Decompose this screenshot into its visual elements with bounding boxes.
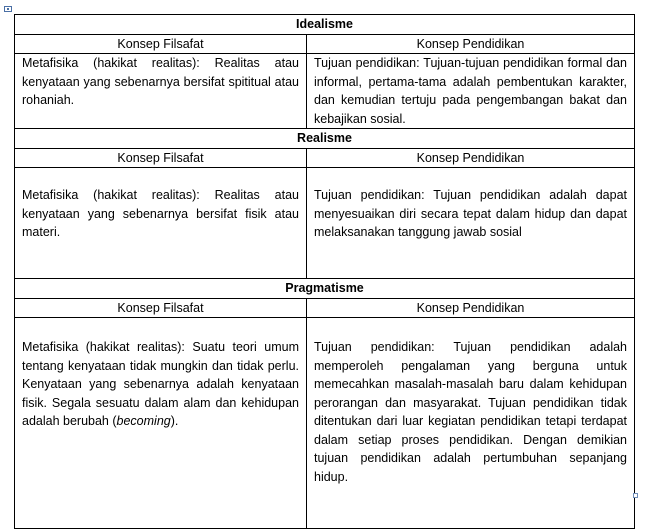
column-header-filsafat: Konsep Filsafat [15, 34, 307, 54]
column-header-row [15, 298, 635, 318]
filsafat-cell-idealisme: Metafisika (hakikat realitas): Realitas atau kenyataan yang sebenarnya bersifat spititual atau rohaniah. [15, 54, 307, 129]
section-header-row [15, 15, 635, 35]
column-header-pendidikan: Konsep Pendidikan [307, 34, 635, 54]
filsafat-italic-term: becoming [116, 414, 171, 428]
table-move-handle-icon[interactable] [4, 6, 12, 12]
table-row [15, 318, 635, 529]
section-title-realisme: Realisme [15, 129, 635, 149]
table-row [15, 54, 635, 129]
column-header-filsafat: Konsep Filsafat [15, 148, 307, 168]
column-header-row [15, 148, 635, 168]
table-row [15, 168, 635, 279]
pendidikan-cell-realisme: Tujuan pendidikan: Tujuan pendidikan adalah dapat menyesuaikan diri secara tepat dalam hidup dan dapat melaksanakan tanggung jawab sosial [307, 168, 635, 279]
filsafat-text-end: ). [170, 414, 179, 428]
section-title-idealisme: Idealisme [15, 15, 635, 35]
filsafat-text: Metafisika (hakikat realitas): Suatu teori umum tentang kenyataan tidak mungkin dan tidak perlu. Kenyataan yang sebenarnya adalah kenyataan fisik. Segala sesuatu dalam alam dan kehidupan adalah berubah ( [22, 340, 299, 428]
column-header-filsafat: Konsep Filsafat [15, 298, 307, 318]
column-header-row [15, 34, 635, 54]
section-title-pragmatisme: Pragmatisme [15, 279, 635, 299]
table-resize-handle-icon[interactable] [633, 493, 638, 498]
philosophy-comparison-table [14, 14, 635, 529]
section-header-row [15, 129, 635, 149]
pendidikan-cell-idealisme: Tujuan pendidikan: Tujuan-tujuan pendidikan formal dan informal, pertama-tama adalah pembentukan karakter, dan kemudian tertuju pada pengembangan bakat dan kebajikan sosial. [307, 54, 635, 129]
filsafat-cell-realisme: Metafisika (hakikat realitas): Realitas atau kenyataan yang sebenarnya bersifat fisik atau materi. [15, 168, 307, 279]
pendidikan-cell-pragmatisme: Tujuan pendidikan: Tujuan pendidikan adalah memperoleh pengalaman yang berguna untuk memecahkan masalah-masalah baru dalam kehidupan perorangan dan masyarakat. Tujuan pendidikan tidak ditentukan dari luar kegiatan pendidikan tetapi terdapat dalam setiap proses pendidikan. Dengan demikian tujuan pendidikan adalah pertumbuhan sepanjang hidup. [307, 318, 635, 529]
column-header-pendidikan: Konsep Pendidikan [307, 148, 635, 168]
column-header-pendidikan: Konsep Pendidikan [307, 298, 635, 318]
section-header-row [15, 279, 635, 299]
filsafat-cell-pragmatisme [15, 318, 307, 529]
